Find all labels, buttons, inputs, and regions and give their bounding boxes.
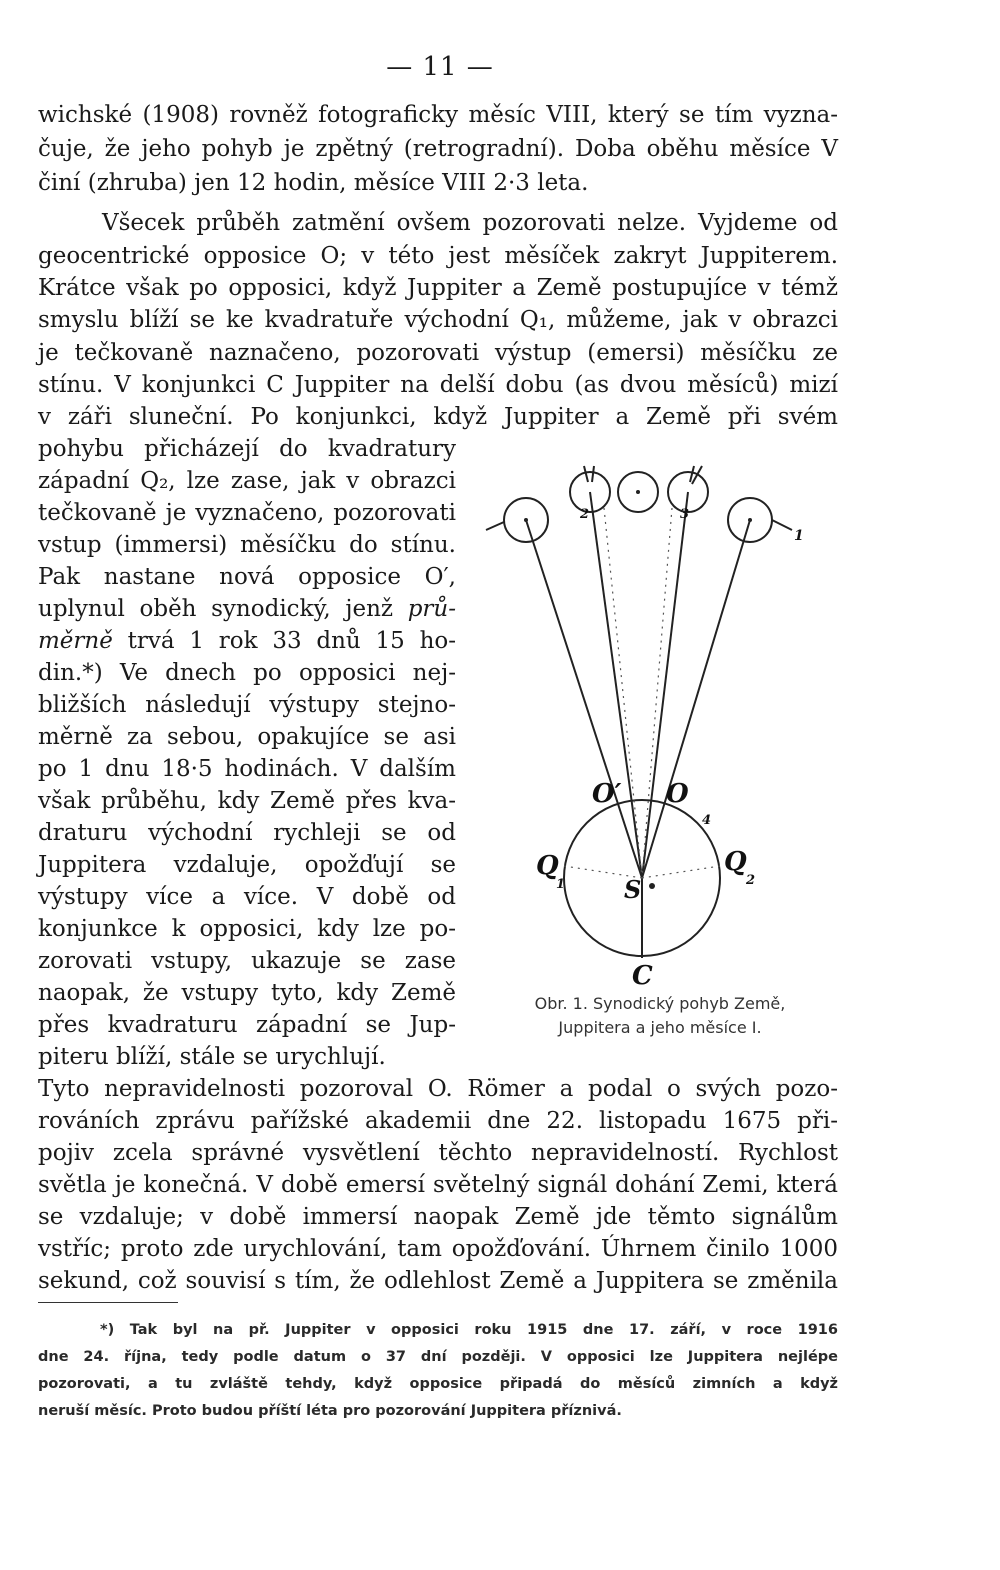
text-line: draturu východní rychleji se od [38, 820, 456, 846]
dotted-line [642, 508, 672, 878]
text-line [38, 626, 456, 656]
text-line: vstříc; proto zde urychlování, tam opožďování. Úhrnem činilo 1000 [38, 1236, 838, 1262]
text-line: sekund, což souvisí s tím, že odlehlost Země a Juppitera se změnila [38, 1268, 838, 1294]
text-line: v záři sluneční. Po konjunkci, když Juppiter a Země při svém [38, 404, 838, 430]
text-span: uplynul oběh synodický, jenž [38, 596, 394, 622]
sun-dot [649, 883, 655, 889]
text-line: naopak, že vstupy tyto, kdy Země [38, 980, 456, 1006]
text-span: trvá 1 rok 33 dnů 15 ho- [127, 628, 457, 654]
text-line: konjunkce k opposici, kdy lze po- [38, 916, 456, 942]
text-line: po 1 dnu 18·5 hodinách. V dalším [38, 756, 456, 782]
arrow-left [486, 522, 504, 530]
label-q1-sub: 1 [556, 877, 566, 892]
footnote-rule [38, 1302, 178, 1303]
text-line: přes kvadraturu západní se Jup- [38, 1012, 456, 1038]
text-line: čuje, že jeho pohyb je zpětný (retrogradní). Doba oběhu měsíce V [38, 136, 838, 162]
moon-dot [636, 490, 640, 494]
text-line: zorovati vstupy, ukazuje se zase [38, 948, 456, 974]
label-num-4: 4 [702, 813, 712, 828]
page-number: — 11 — [386, 52, 494, 82]
text-line: bližších následují výstupy stejno- [38, 692, 456, 718]
text-line: din.*) Ve dnech po opposici nej- [38, 660, 456, 686]
italic-word: měrně [38, 628, 113, 654]
synodic-diagram [476, 448, 856, 988]
moon-dot [524, 518, 528, 522]
shadow-mark [584, 466, 594, 482]
sight-line [642, 520, 750, 878]
text-line: výstupy více a více. V době od [38, 884, 456, 910]
label-q1: Q [536, 851, 559, 881]
text-line: Krátce však po opposici, když Juppiter a Země postupujíce v témž [38, 275, 838, 301]
text-line: se vzdaluje; v době immersí naopak Země jde těmto signálům [38, 1204, 838, 1230]
footnote-line: neruší měsíc. Proto budou příští léta pro pozorování Juppitera příznivá. [38, 1403, 622, 1419]
text-line: pohybu přicházejí do kvadratury [38, 436, 456, 462]
text-line: smyslu blíží se ke kvadratuře východní Q₁, můžeme, jak v obrazci [38, 307, 838, 333]
text-line: piteru blíží, stále se urychlují. [38, 1044, 386, 1070]
figure-caption [480, 992, 840, 1040]
text-line: Pak nastane nová opposice O′, [38, 564, 456, 590]
text-line [38, 594, 456, 624]
text-line: Tyto nepravidelnosti pozoroval O. Römer a podal o svých pozo- [38, 1076, 838, 1102]
text-line: západní Q₂, lze zase, jak v obrazci [38, 468, 456, 494]
sight-line [590, 492, 642, 878]
sight-line [526, 520, 642, 878]
footnote-line: *) Tak byl na př. Juppiter v opposici roku 1915 dne 17. září, v roce 1916 [100, 1322, 838, 1338]
label-q2-sub: 2 [746, 873, 756, 888]
text-line: geocentrické opposice O; v této jest měsíček zakryt Juppiterem. [38, 243, 838, 269]
text-line: je tečkovaně naznačeno, pozorovati výstup (emersi) měsíčku ze [38, 340, 838, 366]
text-line: Všecek průběh zatmění ovšem pozorovati nelze. Vyjdeme od [102, 210, 838, 236]
caption-line: Juppitera a jeho měsíce I. [558, 1018, 762, 1037]
footnote-line: dne 24. října, tedy podle datum o 37 dní později. V opposici lze Juppitera nejlépe [38, 1349, 838, 1365]
text-line: však průběhu, kdy Země přes kva- [38, 788, 456, 814]
label-num-1: 1 [794, 528, 804, 544]
text-line: činí (zhruba) jen 12 hodin, měsíce VIII 2·3 leta. [38, 170, 589, 196]
text-line: rováních zprávu pařížské akademii dne 22. listopadu 1675 při- [38, 1108, 838, 1134]
label-num-3: 3 [680, 507, 690, 522]
text-line: stínu. V konjunkci C Juppiter na delší dobu (as dvou měsíců) mizí [38, 372, 838, 398]
label-o-prime: O′ [592, 779, 622, 809]
text-line: světla je konečná. V době emersí světelný signál dohání Zemi, která [38, 1172, 838, 1198]
label-num-2: 2 [580, 507, 590, 522]
moon-dot [748, 518, 752, 522]
italic-word: prů- [407, 596, 456, 622]
arrow-right [772, 520, 792, 530]
label-q2: Q [724, 847, 747, 877]
footnote-line: pozorovati, a tu zvláště tehdy, když opposice připadá do měsíců zimních a když [38, 1376, 838, 1392]
text-line: tečkovaně je vyznačeno, pozorovati [38, 500, 456, 526]
text-line: wichské (1908) rovněž fotograficky měsíc VIII, který se tím vyzna- [38, 102, 838, 128]
text-line: měrně za sebou, opakujíce se asi [38, 724, 456, 750]
dotted-line [642, 866, 720, 878]
label-o: O [666, 779, 689, 809]
caption-line: Obr. 1. Synodický pohyb Země, [534, 994, 786, 1013]
sight-line [642, 492, 688, 878]
text-line: vstup (immersi) měsíčku do stínu. [38, 532, 456, 558]
label-c: C [632, 961, 653, 988]
text-line: pojiv zcela správné vysvětlení těchto nepravidelností. Rychlost [38, 1140, 838, 1166]
text-line: Juppitera vzdaluje, opožďují se [38, 852, 456, 878]
label-s: S [624, 875, 642, 904]
